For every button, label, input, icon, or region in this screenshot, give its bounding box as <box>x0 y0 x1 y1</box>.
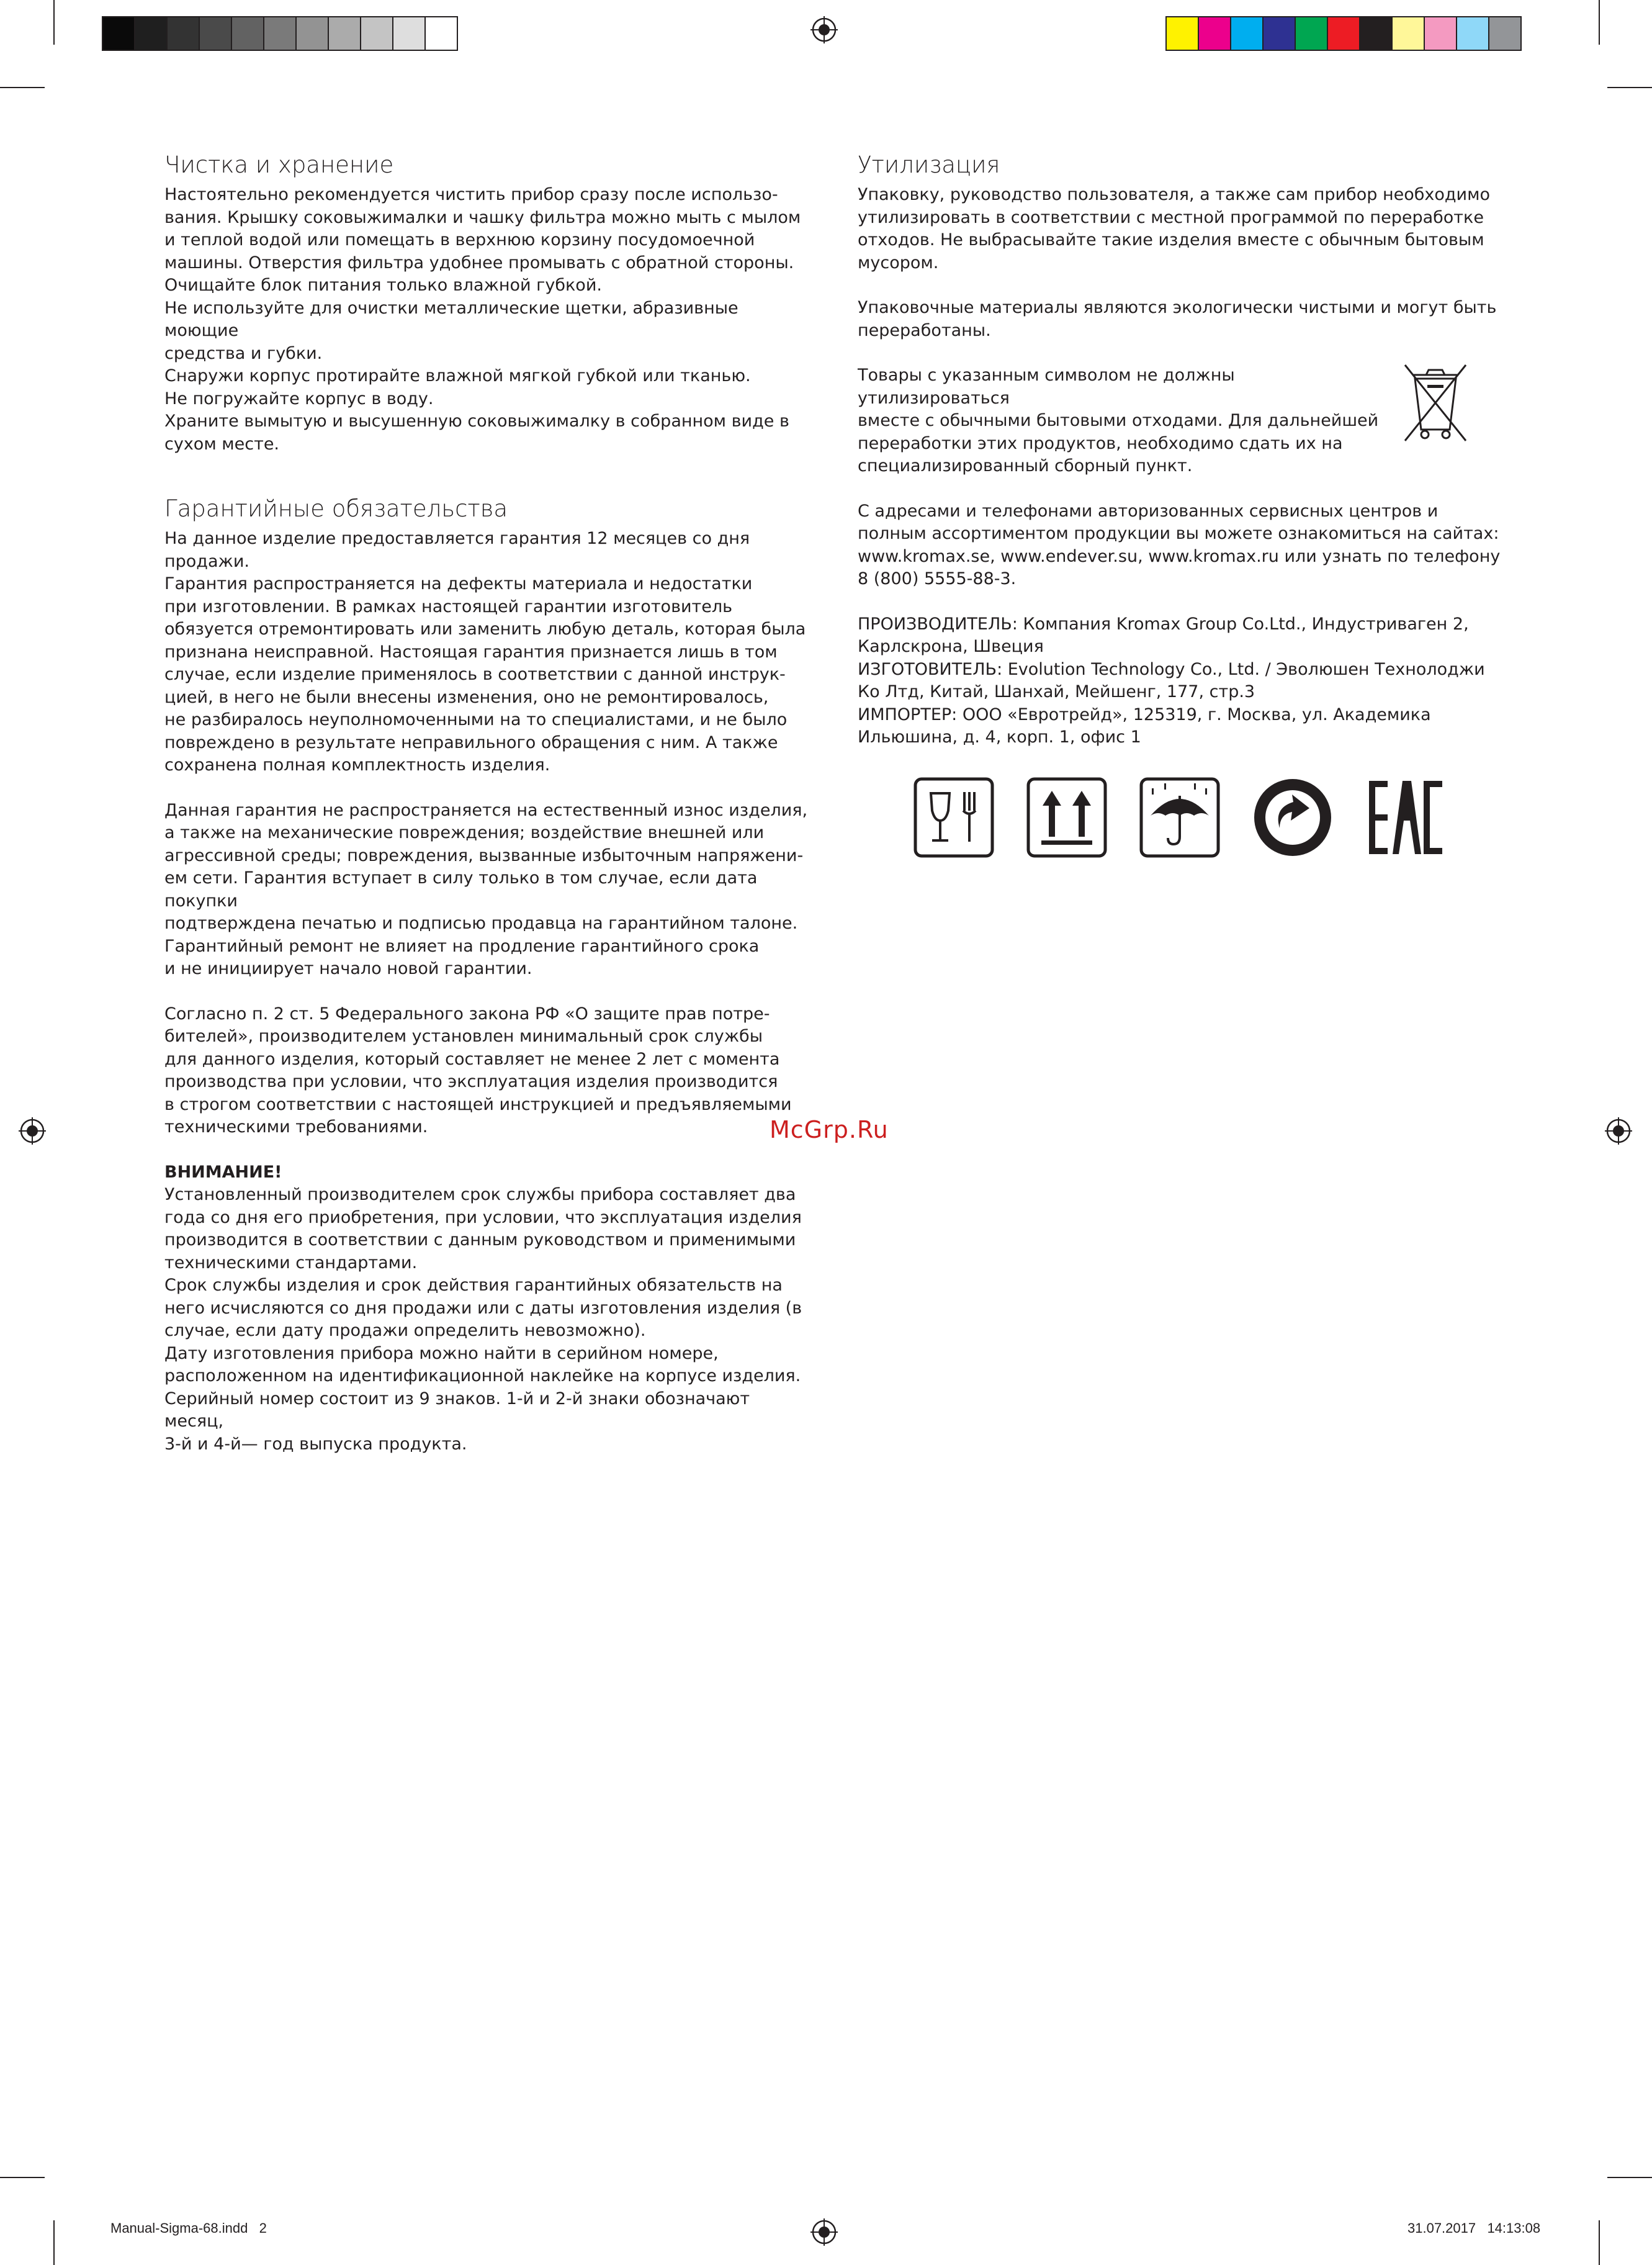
service-contacts: С адресами и телефонами авторизованных сервисных центров и полным ассортиментом продукции вы можете ознакомиться на сайтах: www.kromax.se, www.endever.su, www.kromax.ru или узнать по телефону 8 (800) 5555-88-3. <box>858 501 1501 588</box>
certification-marks <box>914 777 1446 858</box>
disposal-paragraph: Товары с указанным символом не должны утилизироваться вместе с обычными бытовыми отходами. Для дальнейшей переработки этих продуктов, необходимо сдать их на специализированный сборный пункт. <box>858 366 1379 475</box>
color-swatch <box>328 16 361 51</box>
crop-mark <box>1599 2220 1600 2265</box>
manufacturer-info: ПРОИЗВОДИТЕЛЬ: Компания Kromax Group Co.Ltd., Индустриваген 2, Карлскрона, Швеция ИЗГОТОВИТЕЛЬ: Evolution Technology Co., Ltd. / Эволюшен Технолоджи Ко Лтд, Китай, Шанхай, Мейшенг, 177, стр.3 ИМПОРТЕР: ООО «Евротрейд», 125319, г. Москва, ул. Академика Ильюшина, д. 4, корп. 1, офис 1 <box>858 614 1485 747</box>
color-swatch <box>1262 16 1296 51</box>
color-swatch <box>1295 16 1328 51</box>
crop-mark <box>1607 2177 1652 2178</box>
right-column <box>858 151 1515 749</box>
color-swatch <box>1230 16 1264 51</box>
warranty-paragraph: На данное изделие предоставляется гарантия 12 месяцев со дня продажи. Гарантия распространяется на дефекты материала и недостатки при изготовлении. В рамках настоящей гарантии изготовитель обязуется отремонтировать или заменить любую деталь, которая была признана неисправной. Настоящая гарантия признается лишь в том случае, если изделие применялось в соответствии с данной инструк- цией, в него не были внесены изменения, оно не ремонтировалось, не разбиралось неуполномоченными на то специалистами, и не было повреждено в результате неправильного обращения с ним. А также сохранена полная комплектность изделия. <box>164 529 806 775</box>
grayscale-swatch-bar <box>102 16 457 51</box>
color-swatch <box>295 16 329 51</box>
crop-mark <box>53 2220 55 2265</box>
keep-dry-icon <box>1139 777 1220 858</box>
crop-mark <box>1607 87 1652 88</box>
eac-mark-icon <box>1365 777 1446 858</box>
footer-file-info: Manual-Sigma-68.indd 2 <box>110 2220 267 2236</box>
registration-mark-icon <box>19 1117 46 1145</box>
this-way-up-icon <box>1026 777 1107 858</box>
color-swatch <box>1456 16 1489 51</box>
watermark: McGrp.Ru <box>770 1116 889 1143</box>
color-swatch <box>263 16 297 51</box>
color-swatch <box>1359 16 1393 51</box>
color-swatch <box>199 16 232 51</box>
crop-mark <box>0 2177 45 2178</box>
crop-mark <box>0 87 45 88</box>
food-contact-icon <box>914 777 994 858</box>
registration-mark-icon <box>810 16 838 43</box>
disposal-paragraph: Упаковку, руководство пользователя, а также сам прибор необходимо утилизировать в соответствии с местной программой по переработке отходов. Не выбрасывайте такие изделия вместе с обычным бытовым мусором. <box>858 185 1490 272</box>
warranty-paragraph: Данная гарантия не распространяется на естественный износ изделия, а также на механические повреждения; воздействие внешней или агрессивной среды; повреждения, вызванные избыточным напряжени- ем сети. Гарантия вступает в силу только в том случае, если дата покупки подтверждена печатью и подписью продавца на гарантийном талоне. Гарантийный ремонт не влияет на продление гарантийного срока и не инициирует начало новой гарантии. <box>164 800 808 978</box>
green-dot-icon <box>1252 777 1333 858</box>
disposal-heading: Утилизация <box>858 151 1000 178</box>
eac-text: EAC <box>1365 777 1367 778</box>
color-swatch <box>1165 16 1199 51</box>
footer-timestamp: 31.07.2017 14:13:08 <box>1407 2220 1541 2236</box>
warranty-paragraph: Согласно п. 2 ст. 5 Федерального закона РФ «О защите прав потре- бителей», производителем установлен минимальный срок службы для данного изделия, который составляет не менее 2 лет с момента производства при условии, что эксплуатация изделия производится в строгом соответствии с настоящей инструкцией и предъявляемыми техническими требованиями. <box>164 1004 792 1137</box>
warranty-heading: Гарантийные обязательства <box>164 495 508 522</box>
attention-label: ВНИМАНИЕ! <box>164 1162 282 1182</box>
attention-text: Установленный производителем срок службы прибора составляет два года со дня его приобретения, при условии, что эксплуатация изделия производится в соответствии с данным руководством и применимыми техническими стандартами. Срок службы изделия и срок действия гарантийных обязательств на него исчисляются со дня продажи или с даты изготовления изделия (в случае, если дату продажи определить невозможно). Дату изготовления прибора можно найти в серийном номере, расположенном на идентификационной наклейке на корпусе изделия. Серийный номер состоит из 9 знаков. 1-й и 2-й знаки обозначают месяц, 3-й и 4-й— год выпуска продукта. <box>164 1185 802 1454</box>
cleaning-text: Настоятельно рекомендуется чистить прибор сразу после использо- вания. Крышку соковыжималки и чашку фильтра можно мыть с мылом и теплой водой или помещать в верхнюю корзину посудомоечной машины. Отверстия фильтра удобнее промывать с обратной стороны. Очищайте блок питания только влажной губкой. Не используйте для очистки металлические щетки, абразивные моющие средства и губки. Снаружи корпус протирайте влажной мягкой губкой или тканью. Не погружайте корпус в воду. Храните вымытую и высушенную соковыжималку в собранном виде в сухом месте. <box>164 185 801 454</box>
color-swatch <box>1391 16 1425 51</box>
cleaning-heading: Чистка и хранение <box>164 151 394 178</box>
color-swatch <box>1327 16 1360 51</box>
color-swatch <box>360 16 393 51</box>
registration-mark-icon <box>810 2218 838 2246</box>
color-swatch <box>134 16 168 51</box>
weee-crossed-bin-icon <box>1401 360 1470 443</box>
color-swatch <box>1424 16 1457 51</box>
disposal-paragraph: Упаковочные материалы являются экологически чистыми и могут быть переработаны. <box>858 298 1497 340</box>
crop-mark <box>53 0 55 45</box>
color-swatch <box>166 16 200 51</box>
color-swatch <box>392 16 426 51</box>
left-column <box>164 151 810 1456</box>
color-swatch <box>1488 16 1522 51</box>
color-swatch <box>231 16 264 51</box>
color-swatch-bar <box>1165 16 1520 51</box>
color-swatch <box>424 16 458 51</box>
crop-mark <box>1599 0 1600 45</box>
registration-mark-icon <box>1605 1117 1632 1145</box>
color-swatch <box>102 16 135 51</box>
color-swatch <box>1198 16 1231 51</box>
